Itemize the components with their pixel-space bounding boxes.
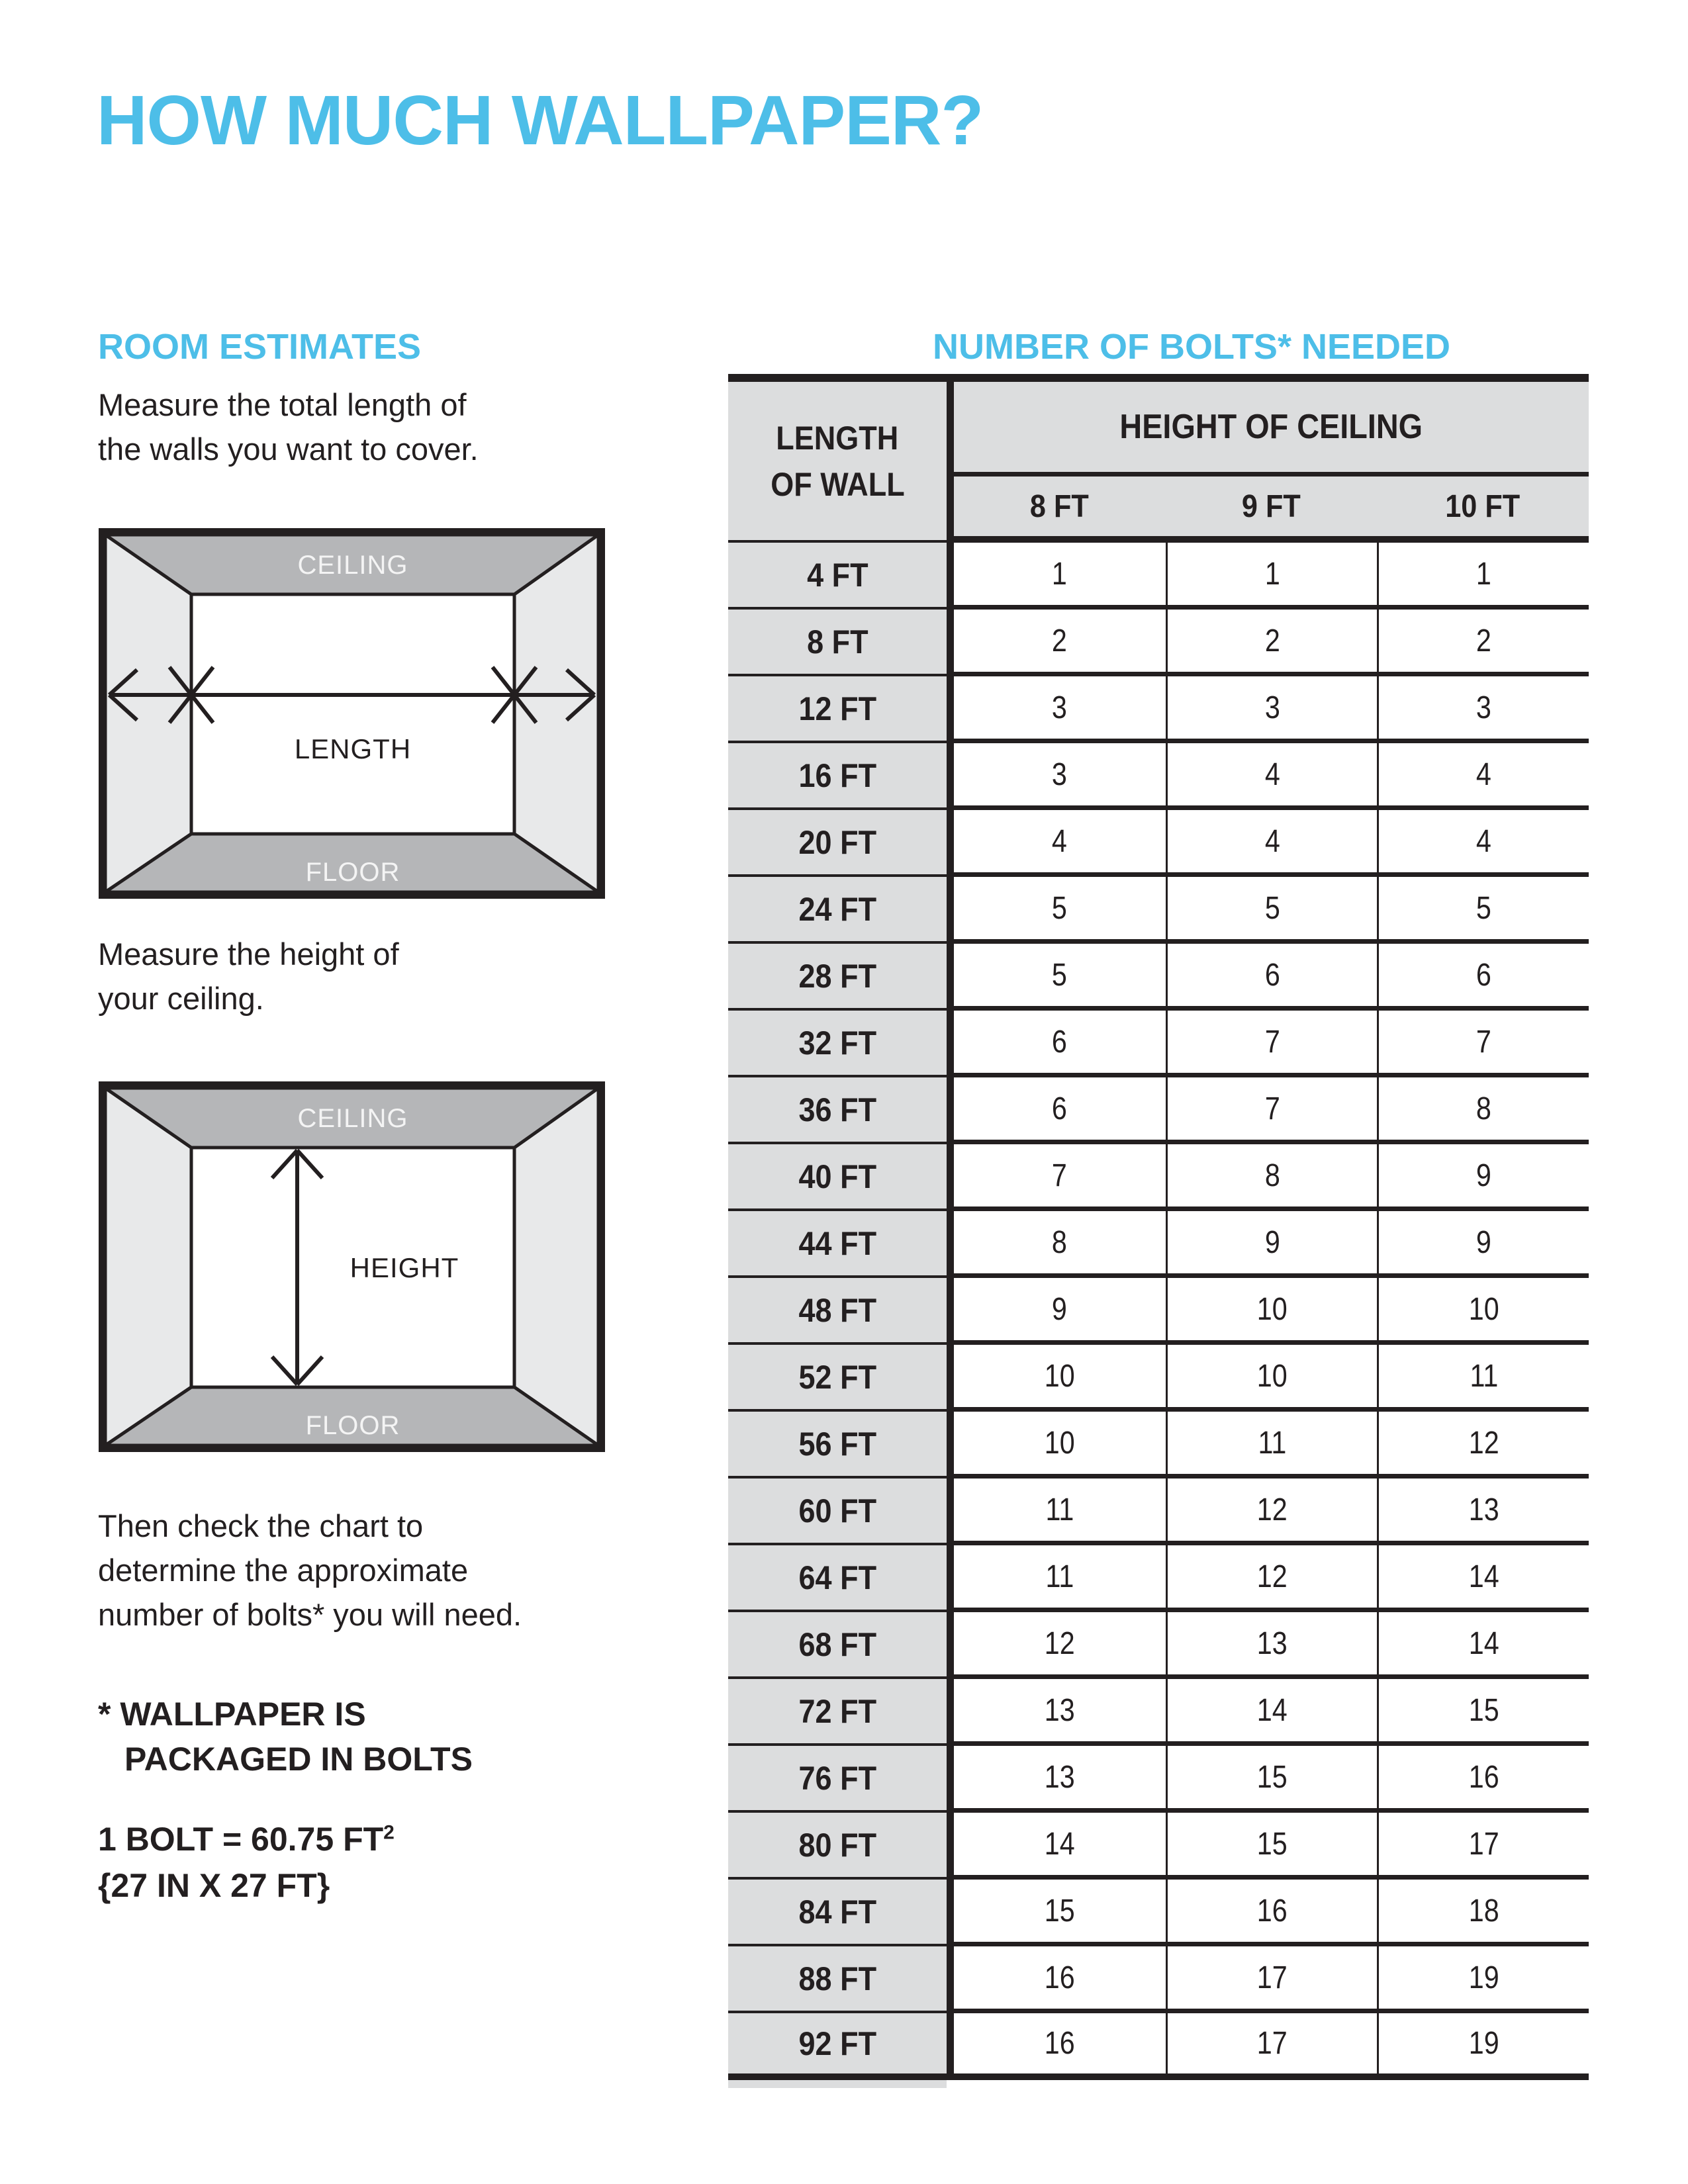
bolt-count-cell: 12 bbox=[954, 1612, 1166, 1679]
bolt-count-cell: 11 bbox=[1377, 1345, 1589, 1412]
bolt-count-cell: 1 bbox=[1377, 543, 1589, 610]
wall-length-label: 84 FT bbox=[728, 1880, 947, 1946]
bolts-footnote bbox=[98, 1692, 473, 1782]
bolt-count-cell: 17 bbox=[1166, 2013, 1378, 2080]
header-text: 10 FT bbox=[1445, 488, 1521, 524]
bolt-count-cell: 10 bbox=[954, 1345, 1166, 1412]
length-label: LENGTH bbox=[294, 733, 412, 764]
bolt-count-cell: 2 bbox=[1166, 610, 1378, 676]
bolt-count-cell: 13 bbox=[954, 1679, 1166, 1746]
bolt-count-cell: 3 bbox=[1166, 676, 1378, 743]
wall-length-label: 20 FT bbox=[728, 810, 947, 877]
bolt-count-cell: 4 bbox=[1166, 810, 1378, 877]
wall-length-label: 12 FT bbox=[728, 676, 947, 743]
wall-length-label: 44 FT bbox=[728, 1211, 947, 1278]
header-text: 9 FT bbox=[1242, 488, 1301, 524]
ceiling-label: CEILING bbox=[297, 1104, 408, 1133]
header-text: HEIGHT OF CEILING bbox=[1119, 408, 1423, 446]
bolt-count-cell: 13 bbox=[1377, 1479, 1589, 1545]
bolt-count-cell: 12 bbox=[1166, 1479, 1378, 1545]
bolt-count-cell: 16 bbox=[1166, 1880, 1378, 1946]
table-vertical-divider bbox=[947, 382, 954, 2080]
right-wall bbox=[514, 1088, 598, 1445]
wall-length-label: 56 FT bbox=[728, 1412, 947, 1479]
paragraph-line: your ceiling. bbox=[98, 981, 264, 1016]
room-diagram-length bbox=[99, 528, 605, 899]
left-wall bbox=[105, 1088, 191, 1445]
bolt-count-cell: 3 bbox=[1377, 676, 1589, 743]
bolt-count-cell: 19 bbox=[1377, 2013, 1589, 2080]
wall-length-label: 4 FT bbox=[728, 543, 947, 610]
bolt-count-cell: 10 bbox=[1166, 1278, 1378, 1345]
bolt-size-info bbox=[98, 1816, 395, 1909]
bolt-count-cell: 7 bbox=[1166, 1011, 1378, 1077]
bolts-table bbox=[728, 374, 1589, 2080]
table-top-bar bbox=[728, 374, 1589, 382]
wall-length-label: 8 FT bbox=[728, 610, 947, 676]
height-label: HEIGHT bbox=[350, 1252, 459, 1283]
bolt-count-cell: 6 bbox=[954, 1011, 1166, 1077]
header-text: 8 FT bbox=[1030, 488, 1090, 524]
gray-column-stub bbox=[728, 2080, 947, 2088]
bolt-count-cell: 3 bbox=[954, 676, 1166, 743]
bolt-count-cell: 12 bbox=[1166, 1545, 1378, 1612]
bolt-count-cell: 1 bbox=[1166, 543, 1378, 610]
bolt-count-cell: 6 bbox=[954, 1077, 1166, 1144]
bolt-count-cell: 19 bbox=[1377, 1946, 1589, 2013]
ceiling-label: CEILING bbox=[297, 551, 408, 580]
paragraph-line: number of bolts* you will need. bbox=[98, 1597, 522, 1632]
paragraph-measure-length bbox=[98, 383, 479, 471]
wall-length-label: 36 FT bbox=[728, 1077, 947, 1144]
length-of-wall-header bbox=[728, 382, 947, 543]
bolt-count-cell: 10 bbox=[1166, 1345, 1378, 1412]
bolt-count-cell: 7 bbox=[1377, 1011, 1589, 1077]
bolt-count-cell: 13 bbox=[1166, 1612, 1378, 1679]
floor-label: FLOOR bbox=[305, 858, 400, 887]
bolt-count-cell: 16 bbox=[954, 2013, 1166, 2080]
bolt-equation: 1 BOLT = 60.75 $FT^2$ bbox=[98, 1821, 395, 1858]
bolt-count-cell: 9 bbox=[1377, 1211, 1589, 1278]
paragraph-line: determine the approximate bbox=[98, 1553, 469, 1588]
bolt-count-cell: 9 bbox=[954, 1278, 1166, 1345]
header-line: OF WALL bbox=[770, 465, 905, 503]
paragraph-line: Measure the total length of bbox=[98, 387, 467, 422]
bolt-count-cell: 14 bbox=[954, 1813, 1166, 1880]
bolt-count-cell: 17 bbox=[1166, 1946, 1378, 2013]
wall-length-label: 92 FT bbox=[728, 2013, 947, 2080]
bolt-count-cell: 11 bbox=[1166, 1412, 1378, 1479]
wall-length-label: 28 FT bbox=[728, 944, 947, 1011]
wall-length-label: 76 FT bbox=[728, 1746, 947, 1813]
paragraph-line: the walls you want to cover. bbox=[98, 432, 479, 467]
bolt-count-cell: 11 bbox=[954, 1545, 1166, 1612]
bolt-count-cell: 8 bbox=[1377, 1077, 1589, 1144]
room-estimates-heading: ROOM ESTIMATES bbox=[98, 327, 422, 367]
bolt-count-cell: 2 bbox=[954, 610, 1166, 676]
bolt-count-cell: 7 bbox=[1166, 1077, 1378, 1144]
col-header-9ft bbox=[1166, 477, 1378, 543]
bolt-count-cell: 10 bbox=[1377, 1278, 1589, 1345]
wall-length-label: 48 FT bbox=[728, 1278, 947, 1345]
bolt-count-cell: 17 bbox=[1377, 1813, 1589, 1880]
bolt-count-cell: 14 bbox=[1377, 1545, 1589, 1612]
wall-length-label: 60 FT bbox=[728, 1479, 947, 1545]
bolt-count-cell: 1 bbox=[954, 543, 1166, 610]
bolt-count-cell: 10 bbox=[954, 1412, 1166, 1479]
bolt-count-cell: 16 bbox=[954, 1946, 1166, 2013]
bolt-count-cell: 5 bbox=[1166, 877, 1378, 944]
bolt-count-cell: 14 bbox=[1166, 1679, 1378, 1746]
page-title: HOW MUCH WALLPAPER? bbox=[97, 81, 984, 159]
wall-length-label: 16 FT bbox=[728, 743, 947, 810]
wall-length-label: 88 FT bbox=[728, 1946, 947, 2013]
col-header-10ft bbox=[1377, 477, 1589, 543]
bolt-count-cell: 11 bbox=[954, 1479, 1166, 1545]
bolt-count-cell: 14 bbox=[1377, 1612, 1589, 1679]
bolt-count-cell: 18 bbox=[1377, 1880, 1589, 1946]
col-header-8ft bbox=[954, 477, 1166, 543]
back-wall bbox=[191, 594, 514, 834]
bolt-count-cell: 12 bbox=[1377, 1412, 1589, 1479]
bolt-count-cell: 4 bbox=[1166, 743, 1378, 810]
height-of-ceiling-header bbox=[954, 382, 1589, 477]
footnote-line: PACKAGED IN BOLTS bbox=[124, 1741, 473, 1778]
bolt-count-cell: 4 bbox=[1377, 810, 1589, 877]
wall-length-label: 52 FT bbox=[728, 1345, 947, 1412]
bolt-count-cell: 9 bbox=[1377, 1144, 1589, 1211]
bolt-count-cell: 15 bbox=[954, 1880, 1166, 1946]
bolt-count-cell: 7 bbox=[954, 1144, 1166, 1211]
floor-label: FLOOR bbox=[305, 1411, 400, 1440]
paragraph-measure-height bbox=[98, 932, 399, 1021]
footnote-line: * WALLPAPER IS bbox=[98, 1696, 366, 1733]
bolt-count-cell: 6 bbox=[1377, 944, 1589, 1011]
header-line: LENGTH bbox=[776, 419, 899, 457]
bolts-table-wrap bbox=[728, 374, 1589, 2095]
bolt-count-cell: 8 bbox=[1166, 1144, 1378, 1211]
wall-length-label: 72 FT bbox=[728, 1679, 947, 1746]
squared-superscript: 2 bbox=[383, 1821, 395, 1844]
paragraph-line: Then check the chart to bbox=[98, 1508, 424, 1543]
bolts-needed-heading: NUMBER OF BOLTS* NEEDED bbox=[932, 327, 1451, 367]
wall-length-label: 24 FT bbox=[728, 877, 947, 944]
bolt-count-cell: 9 bbox=[1166, 1211, 1378, 1278]
wall-length-label: 32 FT bbox=[728, 1011, 947, 1077]
wall-length-label: 40 FT bbox=[728, 1144, 947, 1211]
room-diagram-height bbox=[99, 1081, 605, 1452]
wall-length-label: 68 FT bbox=[728, 1612, 947, 1679]
bolt-count-cell: 2 bbox=[1377, 610, 1589, 676]
bolt-count-cell: 8 bbox=[954, 1211, 1166, 1278]
bolt-count-cell: 3 bbox=[954, 743, 1166, 810]
bolt-count-cell: 13 bbox=[954, 1746, 1166, 1813]
bolt-count-cell: 16 bbox=[1377, 1746, 1589, 1813]
bolt-count-cell: 4 bbox=[954, 810, 1166, 877]
bolt-count-cell: 4 bbox=[1377, 743, 1589, 810]
bolt-count-cell: 5 bbox=[1377, 877, 1589, 944]
paragraph-check-chart bbox=[98, 1504, 522, 1637]
wall-length-label: 64 FT bbox=[728, 1545, 947, 1612]
wall-length-label: 80 FT bbox=[728, 1813, 947, 1880]
bolt-count-cell: 6 bbox=[1166, 944, 1378, 1011]
bolt-count-cell: 15 bbox=[1377, 1679, 1589, 1746]
bolt-count-cell: 5 bbox=[954, 944, 1166, 1011]
bolt-count-cell: 15 bbox=[1166, 1746, 1378, 1813]
bolt-dimensions: {27 IN X 27 FT} bbox=[98, 1867, 330, 1904]
paragraph-line: Measure the height of bbox=[98, 936, 399, 972]
bolt-count-cell: 5 bbox=[954, 877, 1166, 944]
bolt-count-cell: 15 bbox=[1166, 1813, 1378, 1880]
